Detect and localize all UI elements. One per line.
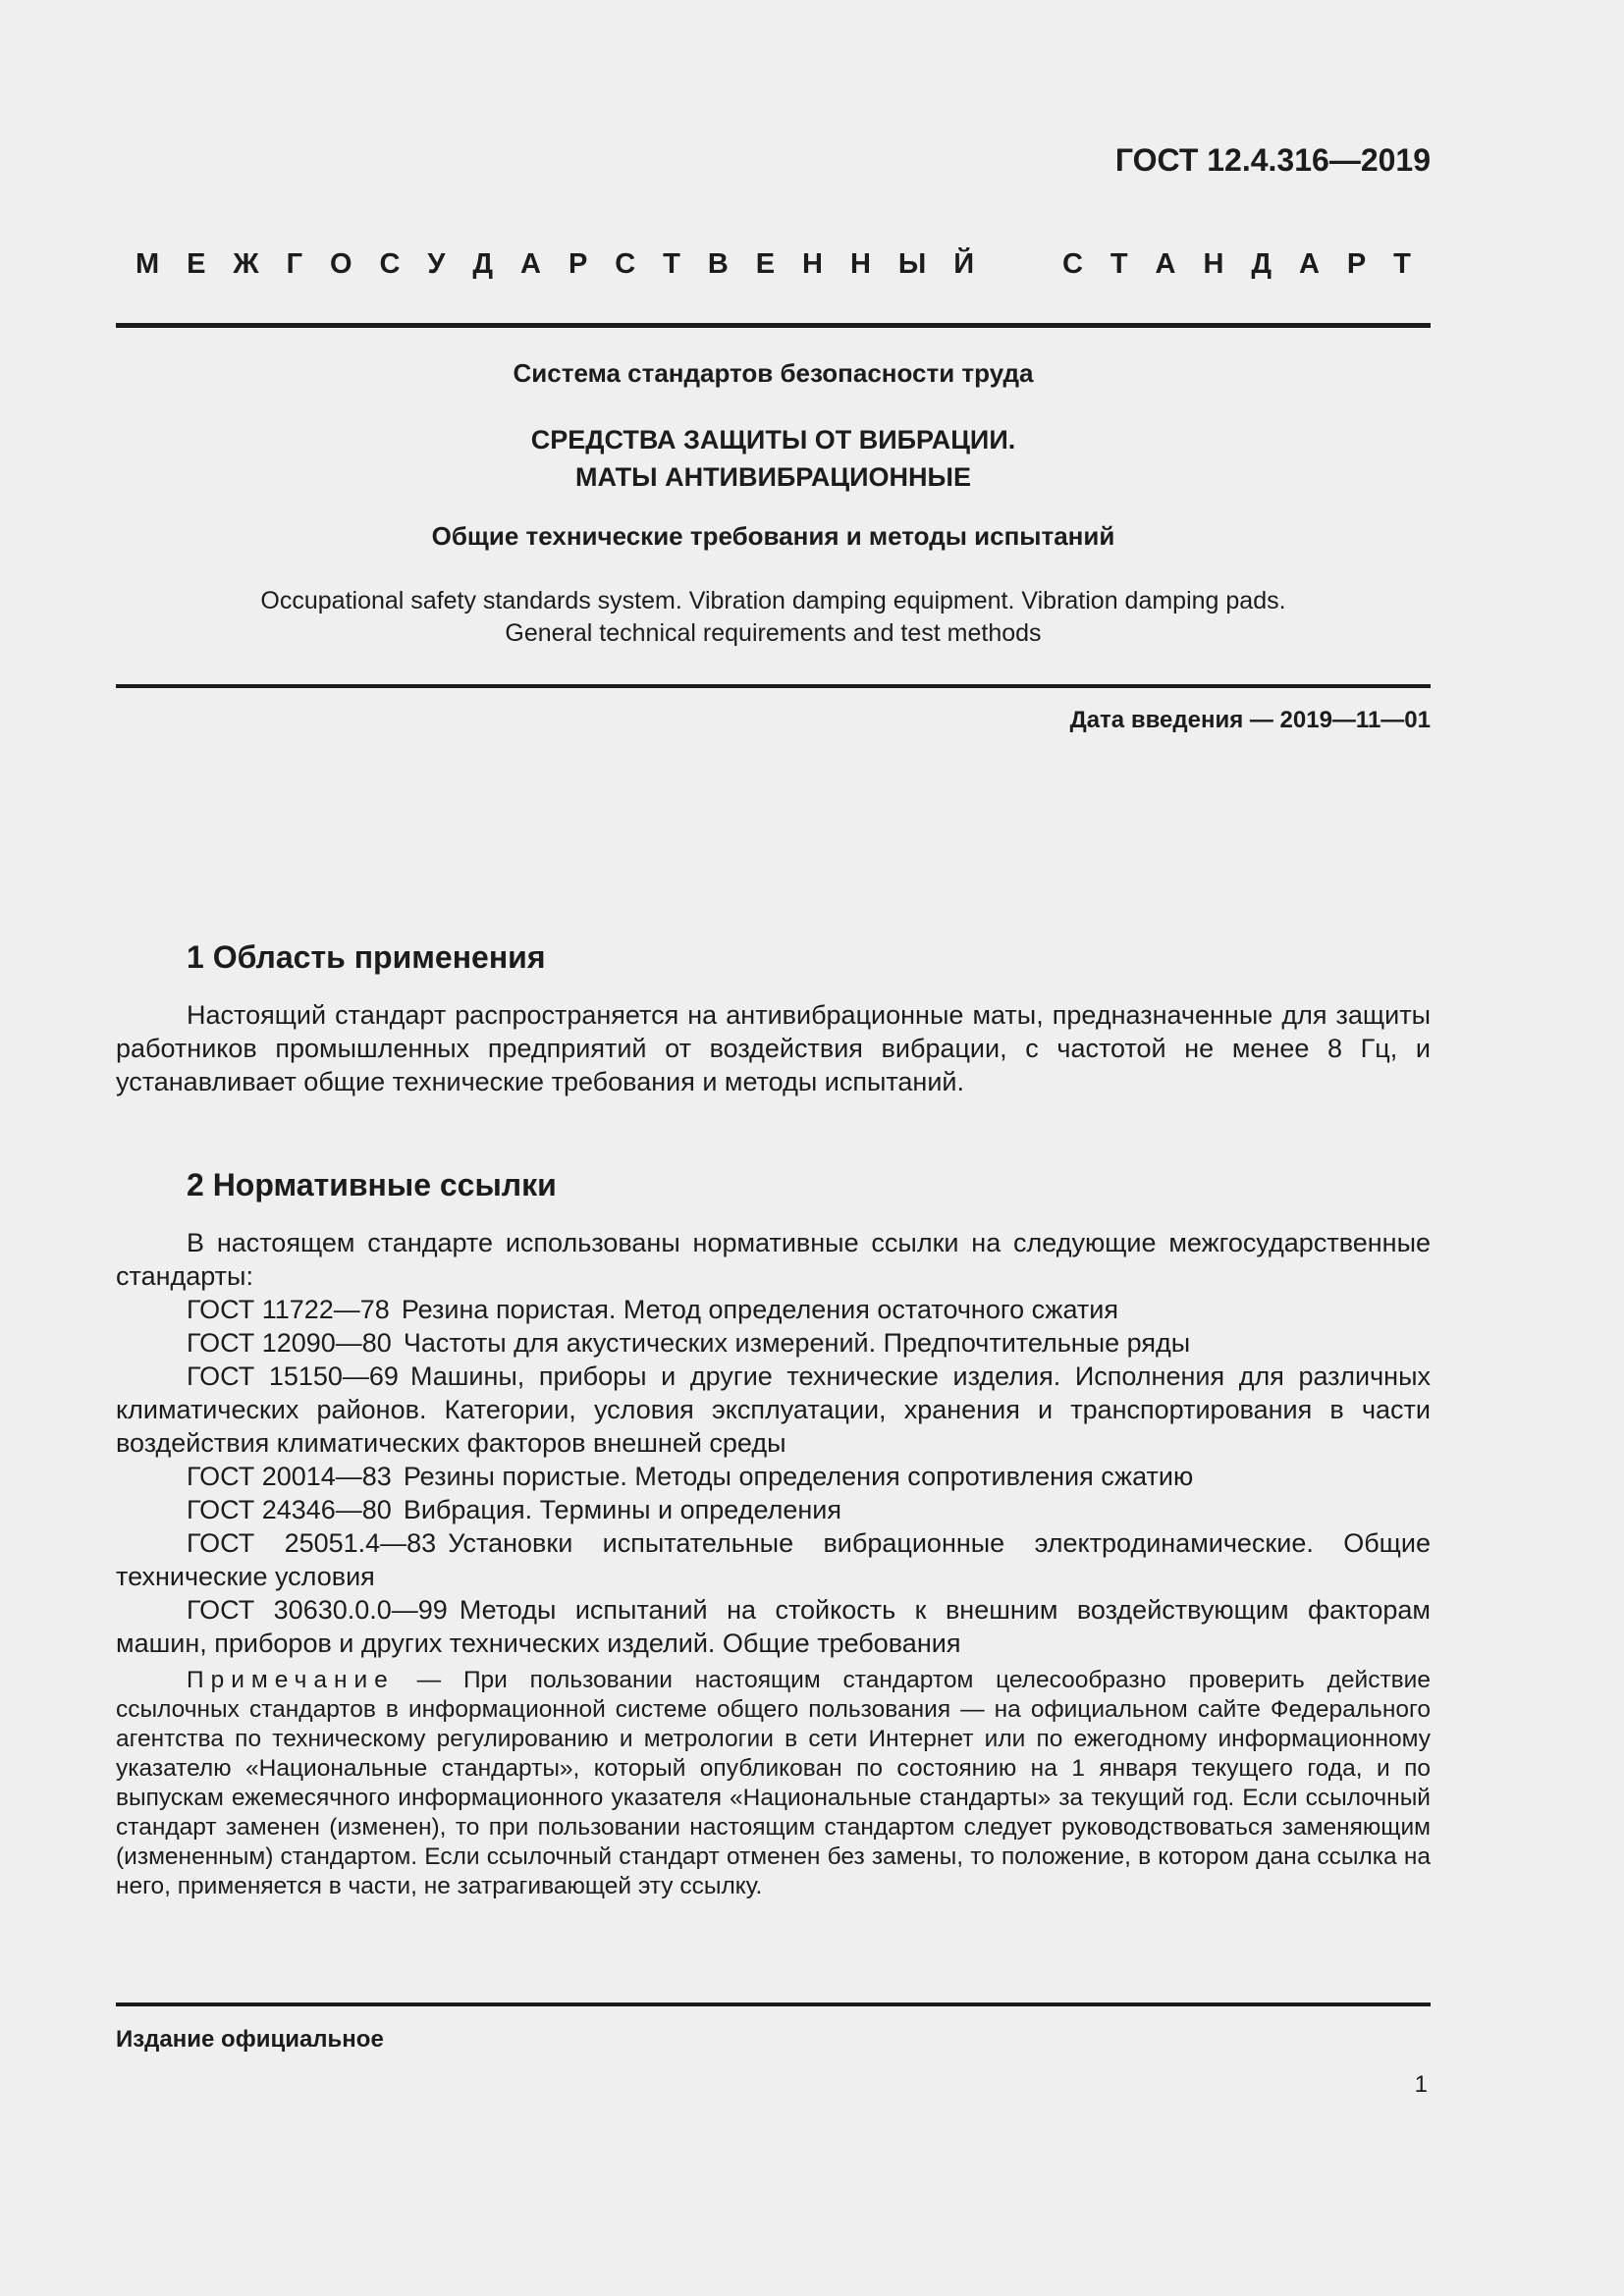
reference-item: [116, 1360, 1431, 1460]
reference-title: Частоты для акустических измерений. Предпочтительные ряды: [403, 1328, 1191, 1358]
banner-letter: А: [1155, 248, 1176, 280]
reference-item: [116, 1526, 1431, 1593]
banner-word-gap: [1001, 247, 1035, 281]
document-number: ГОСТ 12.4.316—2019: [1114, 142, 1431, 178]
banner-letter: С: [379, 248, 401, 280]
banner-letter: Ы: [897, 248, 927, 280]
interstate-standard-banner: [116, 247, 1431, 281]
english-title-line: Occupational safety standards system. Vibration damping equipment. Vibration damping pads.: [260, 587, 1286, 614]
note-label: Примечание: [187, 1667, 395, 1693]
banner-letter: Д: [472, 248, 494, 280]
banner-letter: Д: [1251, 248, 1272, 280]
banner-letter: М: [135, 248, 160, 280]
document-subtitle: Общие технические требования и методы испытаний: [431, 521, 1115, 551]
standards-series: Система стандартов безопасности труда: [513, 358, 1034, 388]
reference-note: [116, 1666, 1431, 1901]
reference-item: [116, 1593, 1431, 1660]
reference-code: ГОСТ 12090—80: [187, 1328, 392, 1358]
reference-code: ГОСТ 25051.4—83: [187, 1528, 437, 1558]
banner-letter: Ж: [233, 248, 259, 280]
title-divider: [116, 684, 1431, 688]
section-paragraph: В настоящем стандарте использованы нормативные ссылки на следующие межгосударственные стандарты:: [116, 1228, 1431, 1291]
banner-letter: Т: [1393, 248, 1411, 280]
banner-letter: А: [1298, 248, 1320, 280]
banner-letter: Й: [953, 248, 975, 280]
reference-item: [116, 1460, 1431, 1493]
banner-letter: Г: [286, 248, 303, 280]
section-heading: 1 Область применения: [187, 939, 546, 975]
reference-title: Установки испытательные вибрационные электродинамические. Общие технические условия: [116, 1528, 1431, 1591]
reference-title: Методы испытаний на стойкость к внешним воздействующим факторам машин, приборов и других технических изделий. Общие требования: [116, 1595, 1431, 1658]
reference-code: ГОСТ 24346—80: [187, 1495, 392, 1524]
reference-title: Резины пористые. Методы определения сопротивления сжатию: [403, 1462, 1194, 1491]
banner-letter: Н: [849, 248, 871, 280]
section-heading: 2 Нормативные ссылки: [187, 1167, 557, 1202]
section-scope: [116, 937, 1431, 1098]
page-number: 1: [1414, 2071, 1428, 2098]
section-references: [116, 1165, 1431, 1660]
reference-item: [116, 1493, 1431, 1526]
reference-item: [116, 1326, 1431, 1360]
reference-item: [116, 1293, 1431, 1326]
banner-letter: С: [1061, 248, 1083, 280]
banner-letter: Р: [1346, 248, 1367, 280]
footer-divider: [116, 2002, 1431, 2006]
banner-letter: О: [330, 248, 352, 280]
introduction-date: Дата введения — 2019—11—01: [1069, 707, 1431, 733]
banner-letter: Е: [187, 248, 206, 280]
banner-letter: Н: [1203, 248, 1224, 280]
official-edition-label: Издание официальное: [116, 2026, 384, 2053]
banner-letter: В: [707, 248, 729, 280]
document-title: [116, 421, 1431, 496]
section-paragraph: Настоящий стандарт распространяется на антивибрационные маты, предназначенные для защиты работников промышленных предприятий от воздействия вибрации, с частотой не менее 8 Гц, и устанавливает общие технические требования и методы испытаний.: [116, 1000, 1431, 1096]
reference-code: ГОСТ 11722—78: [187, 1295, 390, 1324]
reference-code: ГОСТ 30630.0.0—99: [187, 1595, 448, 1625]
reference-title: Машины, приборы и другие технические изделия. Исполнения для различных климатических районов. Категории, условия эксплуатации, хранения и транспортирования в части воздействия климатических факторов внешней среды: [116, 1362, 1431, 1458]
banner-letter: Н: [802, 248, 823, 280]
banner-letter: Е: [755, 248, 776, 280]
note-text: — При пользовании настоящим стандартом целесообразно проверить действие ссылочных стандартов в информационной системе общего пользования — на официальном сайте Федерального агентства по техническому регулированию и метрологии в сети Интернет или по ежегодному информационному указателю «Национальные стандарты», который опубликован по состоянию на 1 января текущего года, и по выпускам ежемесячного информационного указателя «Национальные стандарты» за текущий год. Если ссылочный стандарт заменен (изменен), то при пользовании настоящим стандартом следует руководствоваться заменяющим (измененным) стандартом. Если ссылочный стандарт отменен без замены, то положение, в котором дана ссылка на него, применяется в части, не затрагивающей эту ссылку.: [116, 1667, 1431, 1899]
banner-letter: С: [615, 248, 636, 280]
reference-title: Резина пористая. Метод определения остаточного сжатия: [401, 1295, 1118, 1324]
banner-letter: У: [427, 248, 446, 280]
header-divider: [116, 323, 1431, 328]
banner-letter: Т: [663, 248, 680, 280]
reference-code: ГОСТ 20014—83: [187, 1462, 392, 1491]
reference-code: ГОСТ 15150—69: [187, 1362, 399, 1391]
reference-title: Вибрация. Термины и определения: [403, 1495, 841, 1524]
title-line: МАТЫ АНТИВИБРАЦИОННЫЕ: [575, 462, 971, 492]
title-line: СРЕДСТВА ЗАЩИТЫ ОТ ВИБРАЦИИ.: [530, 425, 1016, 454]
english-title-line: General technical requirements and test methods: [505, 619, 1042, 647]
banner-letter: А: [520, 248, 541, 280]
english-title: [116, 585, 1431, 650]
banner-letter: Т: [1110, 248, 1128, 280]
banner-letter: Р: [568, 248, 588, 280]
